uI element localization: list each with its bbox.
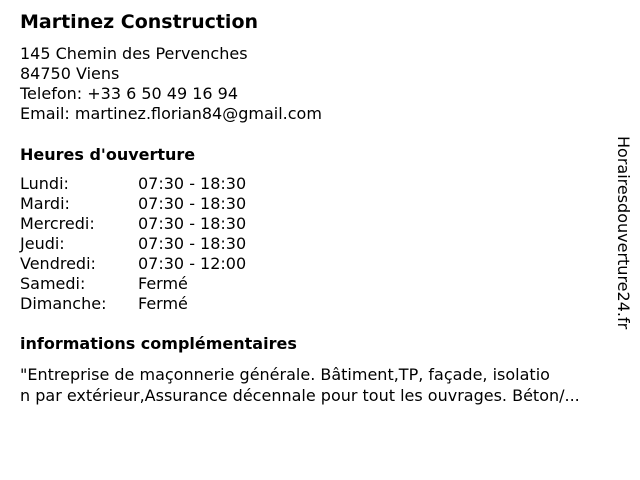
address-street: 145 Chemin des Pervenches bbox=[20, 44, 248, 63]
day-label: Jeudi: bbox=[20, 234, 65, 253]
time-value: Fermé bbox=[138, 274, 188, 293]
day-label: Samedi: bbox=[20, 274, 86, 293]
business-name: Martinez Construction bbox=[20, 11, 259, 33]
day-label: Mardi: bbox=[20, 194, 70, 213]
day-label: Lundi: bbox=[20, 174, 69, 193]
phone-number: Telefon: +33 6 50 49 16 94 bbox=[20, 84, 239, 103]
day-label: Dimanche: bbox=[20, 294, 107, 313]
email-address: Email: martinez.florian84@gmail.com bbox=[20, 104, 322, 123]
hours-heading: Heures d'ouverture bbox=[20, 145, 196, 164]
time-value: 07:30 - 18:30 bbox=[138, 174, 247, 193]
site-watermark: Horairesdouverture24.fr bbox=[614, 136, 633, 330]
info-heading: informations complémentaires bbox=[20, 334, 297, 353]
address-city: 84750 Viens bbox=[20, 64, 120, 83]
day-label: Vendredi: bbox=[20, 254, 96, 273]
time-value: 07:30 - 12:00 bbox=[138, 254, 247, 273]
description-line: "Entreprise de maçonnerie générale. Bâtiment,TP, façade, isolatio bbox=[20, 365, 550, 384]
time-value: Fermé bbox=[138, 294, 188, 313]
business-description bbox=[20, 364, 632, 406]
contact-block bbox=[20, 44, 322, 124]
time-value: 07:30 - 18:30 bbox=[138, 194, 247, 213]
description-line: n par extérieur,Assurance décennale pour tout les ouvrages. Béton/... bbox=[20, 386, 580, 405]
time-value: 07:30 - 18:30 bbox=[138, 214, 247, 233]
day-label: Mercredi: bbox=[20, 214, 95, 233]
time-value: 07:30 - 18:30 bbox=[138, 234, 247, 253]
